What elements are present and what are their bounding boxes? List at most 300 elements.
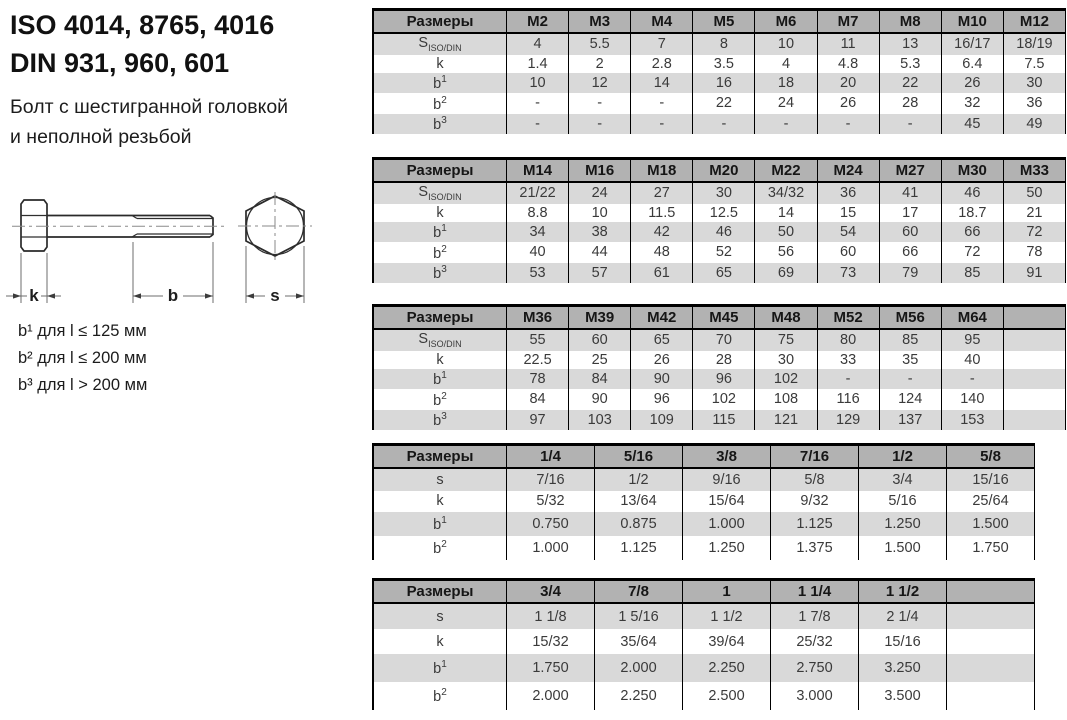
table-row: [373, 329, 1066, 351]
dimension-table: [372, 578, 1035, 710]
value-cell: 65: [693, 263, 755, 283]
value-cell: 45: [941, 114, 1003, 134]
value-cell: 108: [755, 389, 817, 409]
value-cell: 1.750: [507, 654, 595, 682]
row-label-header: Размеры: [373, 445, 507, 469]
value-cell: -: [879, 369, 941, 389]
value-cell: 50: [755, 222, 817, 242]
row-label: $b^3$: [373, 263, 507, 283]
value-cell: 12: [569, 73, 631, 93]
size-column-header: 5/8: [947, 445, 1035, 469]
value-cell: 2.000: [595, 654, 683, 682]
value-cell: -: [569, 114, 631, 134]
value-cell: 95: [941, 329, 1003, 351]
value-cell: 7/16: [507, 468, 595, 491]
value-cell: 84: [507, 389, 569, 409]
value-cell: 11: [817, 33, 879, 55]
value-cell: 5/8: [771, 468, 859, 491]
size-column-header: M16: [569, 159, 631, 183]
value-cell: [1003, 389, 1065, 409]
title-din-line: DIN 931, 960, 601: [10, 48, 230, 78]
value-cell: 90: [569, 389, 631, 409]
size-column-header: M14: [507, 159, 569, 183]
table-row: [373, 682, 1035, 710]
value-cell: 34/32: [755, 182, 817, 204]
size-column-header: 1/4: [507, 445, 595, 469]
value-cell: 28: [879, 93, 941, 113]
row-label: $b^2$: [373, 682, 507, 710]
value-cell: 84: [569, 369, 631, 389]
value-cell: -: [879, 114, 941, 134]
size-column-header: 1 1/4: [771, 580, 859, 604]
value-cell: 14: [631, 73, 693, 93]
table-row: [373, 369, 1066, 389]
dimension-label-k: k: [29, 286, 39, 305]
dimension-table: [372, 8, 1066, 134]
value-cell: 2 1/4: [859, 603, 947, 629]
size-column-header: M24: [817, 159, 879, 183]
value-cell: -: [817, 114, 879, 134]
value-cell: 66: [941, 222, 1003, 242]
value-cell: 80: [817, 329, 879, 351]
value-cell: 22.5: [507, 351, 569, 369]
value-cell: 26: [631, 351, 693, 369]
row-label: $b^3$: [373, 410, 507, 430]
value-cell: [1003, 369, 1065, 389]
value-cell: 21: [1003, 204, 1065, 222]
value-cell: 5/16: [859, 491, 947, 512]
value-cell: 35: [879, 351, 941, 369]
value-cell: 96: [631, 389, 693, 409]
value-cell: 91: [1003, 263, 1065, 283]
value-cell: [947, 603, 1035, 629]
value-cell: 50: [1003, 182, 1065, 204]
table-imperial-quarter-to-5-8: [372, 443, 1035, 560]
footnote-b3: b³ для l > 200 мм: [18, 376, 148, 394]
value-cell: -: [507, 93, 569, 113]
table-row: [373, 536, 1035, 560]
value-cell: 36: [1003, 93, 1065, 113]
value-cell: 72: [1003, 222, 1065, 242]
size-column-header: M39: [569, 306, 631, 330]
size-column-header: [947, 580, 1035, 604]
value-cell: 26: [941, 73, 1003, 93]
table-row: [373, 182, 1066, 204]
value-cell: 40: [507, 242, 569, 262]
value-cell: 0.875: [595, 512, 683, 536]
row-label: $b^2$: [373, 389, 507, 409]
value-cell: 21/22: [507, 182, 569, 204]
value-cell: 1.750: [947, 536, 1035, 560]
size-column-header: [1003, 306, 1065, 330]
value-cell: 153: [941, 410, 1003, 430]
size-column-header: M4: [631, 10, 693, 34]
row-label-header: Размеры: [373, 580, 507, 604]
footnote-b1: b¹ для l ≤ 125 мм: [18, 322, 147, 340]
value-cell: 17: [879, 204, 941, 222]
value-cell: 56: [755, 242, 817, 262]
value-cell: 22: [693, 93, 755, 113]
value-cell: 48: [631, 242, 693, 262]
size-column-header: M56: [879, 306, 941, 330]
value-cell: 14: [755, 204, 817, 222]
dimension-table: [372, 157, 1066, 283]
table-row: [373, 468, 1035, 491]
size-column-header: M64: [941, 306, 1003, 330]
value-cell: 2.750: [771, 654, 859, 682]
table-row: [373, 222, 1066, 242]
value-cell: 70: [693, 329, 755, 351]
footnotes: [18, 318, 147, 399]
row-label: k: [373, 204, 507, 222]
dimension-table: [372, 304, 1066, 430]
value-cell: 75: [755, 329, 817, 351]
value-cell: 10: [507, 73, 569, 93]
value-cell: -: [569, 93, 631, 113]
value-cell: 30: [1003, 73, 1065, 93]
value-cell: 40: [941, 351, 1003, 369]
value-cell: 1 5/16: [595, 603, 683, 629]
table-row: [373, 629, 1035, 654]
value-cell: 137: [879, 410, 941, 430]
table-row: [373, 410, 1066, 430]
value-cell: 73: [817, 263, 879, 283]
table-row: [373, 93, 1066, 113]
row-label-header: Размеры: [373, 10, 507, 34]
value-cell: [1003, 329, 1065, 351]
value-cell: 10: [569, 204, 631, 222]
title-iso-line: ISO 4014, 8765, 4016: [10, 10, 275, 40]
value-cell: -: [817, 369, 879, 389]
value-cell: -: [693, 114, 755, 134]
row-label: $S_{ISO/DIN}$: [373, 33, 507, 55]
value-cell: 124: [879, 389, 941, 409]
value-cell: 12.5: [693, 204, 755, 222]
value-cell: 10: [755, 33, 817, 55]
size-column-header: M2: [507, 10, 569, 34]
value-cell: 18.7: [941, 204, 1003, 222]
value-cell: 60: [569, 329, 631, 351]
table-metric-m2-m12: [372, 8, 1066, 134]
value-cell: 69: [755, 263, 817, 283]
value-cell: -: [631, 93, 693, 113]
value-cell: 38: [569, 222, 631, 242]
size-column-header: M42: [631, 306, 693, 330]
size-column-header: 1: [683, 580, 771, 604]
footnote-b2: b² для l ≤ 200 мм: [18, 349, 147, 367]
row-label: $b^1$: [373, 222, 507, 242]
value-cell: 5.3: [879, 55, 941, 73]
value-cell: 24: [569, 182, 631, 204]
row-label: k: [373, 55, 507, 73]
size-column-header: 3/4: [507, 580, 595, 604]
value-cell: 20: [817, 73, 879, 93]
value-cell: 5.5: [569, 33, 631, 55]
value-cell: 18/19: [1003, 33, 1065, 55]
value-cell: 27: [631, 182, 693, 204]
size-column-header: 3/8: [683, 445, 771, 469]
value-cell: -: [507, 114, 569, 134]
table-row: [373, 512, 1035, 536]
value-cell: 46: [693, 222, 755, 242]
value-cell: 9/32: [771, 491, 859, 512]
value-cell: 3/4: [859, 468, 947, 491]
value-cell: 2.250: [595, 682, 683, 710]
value-cell: 16: [693, 73, 755, 93]
value-cell: 3.5: [693, 55, 755, 73]
value-cell: 9/16: [683, 468, 771, 491]
value-cell: 7: [631, 33, 693, 55]
row-label: $b^1$: [373, 512, 507, 536]
value-cell: 15/64: [683, 491, 771, 512]
value-cell: 96: [693, 369, 755, 389]
dimension-label-s: s: [270, 286, 280, 305]
row-label: $b^2$: [373, 93, 507, 113]
value-cell: 11.5: [631, 204, 693, 222]
table-row: [373, 33, 1066, 55]
value-cell: 60: [879, 222, 941, 242]
value-cell: 1.375: [771, 536, 859, 560]
value-cell: [947, 654, 1035, 682]
size-column-header: M27: [879, 159, 941, 183]
value-cell: 57: [569, 263, 631, 283]
row-label: k: [373, 491, 507, 512]
table-row: [373, 603, 1035, 629]
row-label: $S_{ISO/DIN}$: [373, 182, 507, 204]
value-cell: 61: [631, 263, 693, 283]
page-subtitle: [10, 92, 288, 152]
value-cell: 44: [569, 242, 631, 262]
value-cell: 7.5: [1003, 55, 1065, 73]
value-cell: [1003, 351, 1065, 369]
value-cell: 2.500: [683, 682, 771, 710]
bolt-drawing: [0, 188, 340, 323]
value-cell: 34: [507, 222, 569, 242]
value-cell: 97: [507, 410, 569, 430]
value-cell: 2.000: [507, 682, 595, 710]
table-row: [373, 55, 1066, 73]
size-column-header: 1/2: [859, 445, 947, 469]
row-label: k: [373, 351, 507, 369]
row-label: $b^2$: [373, 536, 507, 560]
size-column-header: M36: [507, 306, 569, 330]
size-column-header: 1 1/2: [859, 580, 947, 604]
value-cell: 3.500: [859, 682, 947, 710]
value-cell: 8: [693, 33, 755, 55]
value-cell: 85: [941, 263, 1003, 283]
table-row: [373, 389, 1066, 409]
row-label: $b^2$: [373, 242, 507, 262]
table-row: [373, 351, 1066, 369]
row-label: $b^1$: [373, 73, 507, 93]
value-cell: 2: [569, 55, 631, 73]
value-cell: 85: [879, 329, 941, 351]
size-column-header: 7/16: [771, 445, 859, 469]
size-column-header: M48: [755, 306, 817, 330]
row-label: $b^1$: [373, 369, 507, 389]
value-cell: 26: [817, 93, 879, 113]
value-cell: 32: [941, 93, 1003, 113]
value-cell: -: [941, 369, 1003, 389]
value-cell: 3.250: [859, 654, 947, 682]
row-label: s: [373, 468, 507, 491]
value-cell: 15/16: [947, 468, 1035, 491]
value-cell: 13: [879, 33, 941, 55]
value-cell: 3.000: [771, 682, 859, 710]
dimension-label-b: b: [167, 286, 179, 305]
value-cell: 79: [879, 263, 941, 283]
dimension-b: [133, 242, 213, 305]
value-cell: 4.8: [817, 55, 879, 73]
value-cell: 35/64: [595, 629, 683, 654]
value-cell: 33: [817, 351, 879, 369]
value-cell: 39/64: [683, 629, 771, 654]
value-cell: 15/16: [859, 629, 947, 654]
value-cell: 5/32: [507, 491, 595, 512]
dimension-table: [372, 443, 1035, 560]
value-cell: 53: [507, 263, 569, 283]
value-cell: 1.500: [859, 536, 947, 560]
value-cell: 36: [817, 182, 879, 204]
value-cell: 24: [755, 93, 817, 113]
value-cell: 1/2: [595, 468, 683, 491]
value-cell: 52: [693, 242, 755, 262]
size-column-header: M18: [631, 159, 693, 183]
value-cell: 2.250: [683, 654, 771, 682]
value-cell: 16/17: [941, 33, 1003, 55]
value-cell: [947, 629, 1035, 654]
value-cell: 1.250: [859, 512, 947, 536]
size-column-header: M12: [1003, 10, 1065, 34]
value-cell: 25/64: [947, 491, 1035, 512]
value-cell: 1.000: [507, 536, 595, 560]
value-cell: 42: [631, 222, 693, 242]
size-column-header: M7: [817, 10, 879, 34]
value-cell: 121: [755, 410, 817, 430]
table-imperial-3-4-to-1-1-2: [372, 578, 1035, 710]
value-cell: 54: [817, 222, 879, 242]
value-cell: 46: [941, 182, 1003, 204]
size-column-header: M33: [1003, 159, 1065, 183]
value-cell: 90: [631, 369, 693, 389]
value-cell: 116: [817, 389, 879, 409]
value-cell: 25: [569, 351, 631, 369]
size-column-header: M3: [569, 10, 631, 34]
value-cell: 1.500: [947, 512, 1035, 536]
value-cell: 1.250: [683, 536, 771, 560]
value-cell: 41: [879, 182, 941, 204]
size-column-header: M52: [817, 306, 879, 330]
value-cell: 30: [755, 351, 817, 369]
value-cell: 102: [755, 369, 817, 389]
value-cell: 78: [1003, 242, 1065, 262]
size-column-header: M5: [693, 10, 755, 34]
table-row: [373, 73, 1066, 93]
size-column-header: M8: [879, 10, 941, 34]
value-cell: 1.125: [771, 512, 859, 536]
row-label-header: Размеры: [373, 159, 507, 183]
value-cell: 65: [631, 329, 693, 351]
subtitle-line-1: Болт с шестигранной головкой: [10, 96, 289, 118]
value-cell: 0.750: [507, 512, 595, 536]
value-cell: 22: [879, 73, 941, 93]
page-title: [10, 6, 274, 82]
table-row: [373, 114, 1066, 134]
value-cell: 115: [693, 410, 755, 430]
bolt-end-view: [238, 192, 312, 260]
row-label-header: Размеры: [373, 306, 507, 330]
row-label: k: [373, 629, 507, 654]
value-cell: 15: [817, 204, 879, 222]
value-cell: 78: [507, 369, 569, 389]
value-cell: [947, 682, 1035, 710]
bolt-side-view: [12, 200, 224, 251]
value-cell: 140: [941, 389, 1003, 409]
value-cell: 4: [507, 33, 569, 55]
value-cell: 8.8: [507, 204, 569, 222]
value-cell: 129: [817, 410, 879, 430]
size-column-header: M6: [755, 10, 817, 34]
size-column-header: M30: [941, 159, 1003, 183]
value-cell: -: [755, 114, 817, 134]
value-cell: 102: [693, 389, 755, 409]
value-cell: -: [631, 114, 693, 134]
value-cell: 13/64: [595, 491, 683, 512]
subtitle-line-2: и неполной резьбой: [10, 126, 192, 148]
value-cell: 1.125: [595, 536, 683, 560]
row-label: s: [373, 603, 507, 629]
value-cell: 1 7/8: [771, 603, 859, 629]
value-cell: 60: [817, 242, 879, 262]
row-label: $S_{ISO/DIN}$: [373, 329, 507, 351]
value-cell: 72: [941, 242, 1003, 262]
value-cell: 28: [693, 351, 755, 369]
size-column-header: M22: [755, 159, 817, 183]
value-cell: 25/32: [771, 629, 859, 654]
size-column-header: 7/8: [595, 580, 683, 604]
value-cell: 49: [1003, 114, 1065, 134]
table-row: [373, 491, 1035, 512]
value-cell: 4: [755, 55, 817, 73]
value-cell: 1 1/2: [683, 603, 771, 629]
table-row: [373, 263, 1066, 283]
size-column-header: M10: [941, 10, 1003, 34]
table-metric-m36-m64: [372, 304, 1066, 430]
value-cell: 2.8: [631, 55, 693, 73]
table-row: [373, 204, 1066, 222]
value-cell: 103: [569, 410, 631, 430]
value-cell: 1.000: [683, 512, 771, 536]
value-cell: 109: [631, 410, 693, 430]
row-label: $b^3$: [373, 114, 507, 134]
dimension-k: [6, 253, 61, 305]
value-cell: 66: [879, 242, 941, 262]
table-row: [373, 654, 1035, 682]
value-cell: 1 1/8: [507, 603, 595, 629]
size-column-header: M45: [693, 306, 755, 330]
row-label: $b^1$: [373, 654, 507, 682]
value-cell: [1003, 410, 1065, 430]
value-cell: 6.4: [941, 55, 1003, 73]
value-cell: 18: [755, 73, 817, 93]
size-column-header: 5/16: [595, 445, 683, 469]
size-column-header: M20: [693, 159, 755, 183]
value-cell: 30: [693, 182, 755, 204]
value-cell: 15/32: [507, 629, 595, 654]
table-row: [373, 242, 1066, 262]
value-cell: 55: [507, 329, 569, 351]
value-cell: 1.4: [507, 55, 569, 73]
